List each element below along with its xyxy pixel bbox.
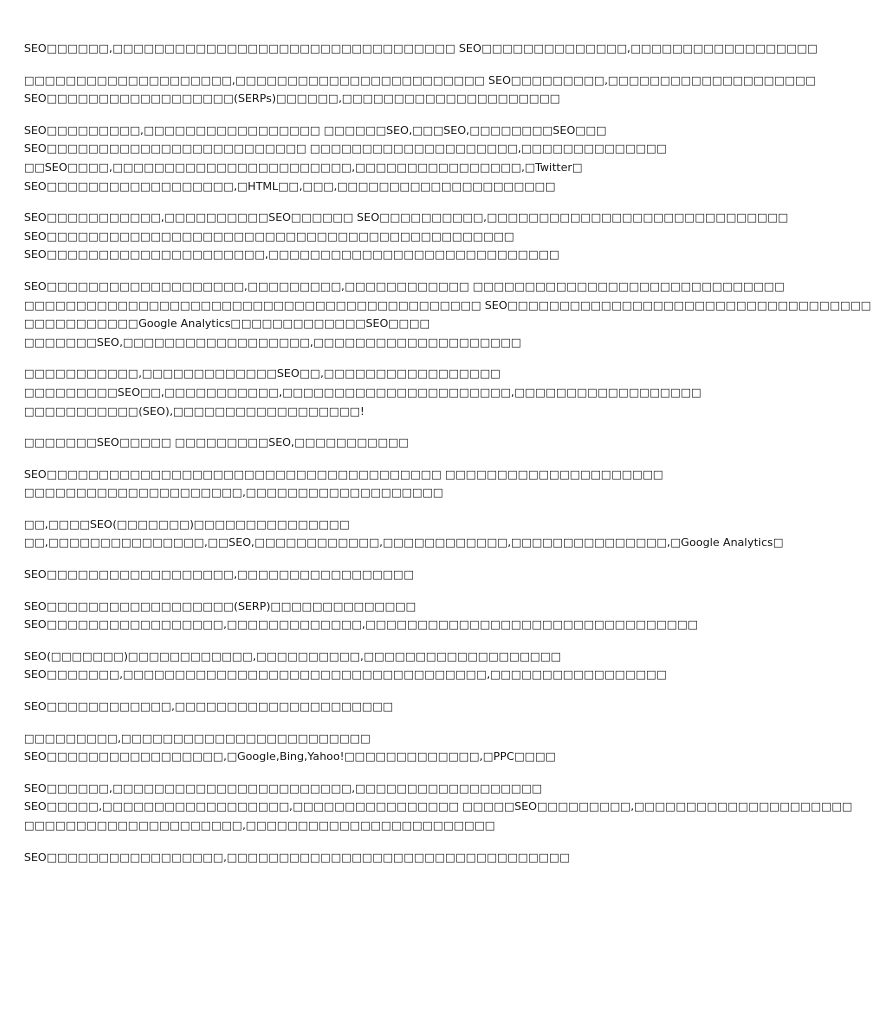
text-line: SEO□□□□□□□□□□□□□□□□□□,□□□□□□□□□□□□□□□□□: [24, 568, 414, 582]
text-line: SEO□□□□□□□□□□□□,□□□□□□□□□□□□□□□□□□□□□: [24, 700, 394, 714]
text-line: SEO□□□□□□□□□□□□□□□□□□,□HTML□□,□□□,□□□□□□□□□□□□□□□□□□□□□: [24, 179, 556, 193]
paragraph: [24, 40, 818, 59]
paragraph: [24, 434, 704, 453]
text-line: □□□□□□□SEO□□□□□ □□□□□□□□□SEO,□□□□□□□□□□□: [24, 436, 409, 450]
text-line: SEO□□□□□□□□□□□□□□□□□□(SERP)□□□□□□□□□□□□□□: [24, 599, 416, 613]
text-line: □□□□□□□□□□□,□□□□□□□□□□□□□SEO□□,□□□□□□□□□□□□□□□□□: [24, 367, 501, 381]
text-line: SEO□□□□□□□□□□□□□□□□□□□□□□□□□ □□□□□□□□□□□□□□□□□□□□,□□□□□□□□□□□□□□: [24, 142, 667, 156]
text-line: SEO□□□□□□□□□□□□□□□□□,□□□□□□□□□□□□□□□□□□□□□□□□□□□□□□□□□: [24, 850, 570, 864]
text-line: □□□□□□□SEO,□□□□□□□□□□□□□□□□□□,□□□□□□□□□□□□□□□□□□□□: [24, 335, 522, 349]
text-line: SEO□□□□□□□□□□□□□□□□□,□Google,Bing,Yahoo!□□□□□□□□□□□□□,□PPC□□□□: [24, 750, 556, 764]
paragraph: [24, 365, 704, 421]
text-line: SEO□□□□□□□□□□□□□□□□□□□□□,□□□□□□□□□□□□□□□□□□□□□□□□□□□□: [24, 248, 560, 262]
text-line: □□□□□□□□□□□□□□□□□□□□□,□□□□□□□□□□□□□□□□□□□□□□□□: [24, 819, 496, 832]
text-line: □□□□□□□□□□□□□□□□□□□□□□□□□□□□□□□□□□□□□□□□□□□□ SEO□□□□□□□□□□□□□□□□□□□□□□□□□□□□□□□□□□□: [24, 298, 871, 312]
paragraph: [24, 648, 704, 685]
text-line: □□,□□□□□□□□□□□□□□□,□□SEO,□□□□□□□□□□□□,□□□□□□□□□□□□,□□□□□□□□□□□□□□□,□Google Analytics□: [24, 536, 784, 550]
paragraph: [24, 209, 789, 265]
text-line: □□□□□□□□□SEO□□,□□□□□□□□□□□,□□□□□□□□□□□□□□□□□□□□□□,□□□□□□□□□□□□□□□□□□: [24, 385, 702, 399]
text-line: SEO□□□□□□□,□□□□□□□□□□□□□□□□□□□□□□□□□□□□□□□□□□□,□□□□□□□□□□□□□□□□□: [24, 668, 667, 682]
paragraph: [24, 598, 704, 635]
paragraph: [24, 730, 704, 767]
text-line: SEO□□□□□□□□□□□□□□□□□□(SERPs)□□□□□□,□□□□□□□□□□□□□□□□□□□□□: [24, 92, 561, 106]
text-line: SEO□□□□□□□□□□□□□□□□□□□,□□□□□□□□□,□□□□□□□□□□□□ □□□□□□□□□□□□□□□□□□□□□□□□□□□□□□: [24, 279, 785, 293]
paragraph: [24, 780, 853, 836]
text-line: SEO□□□□□□□□□□□,□□□□□□□□□□SEO□□□□□□ SEO□□□□□□□□□□,□□□□□□□□□□□□□□□□□□□□□□□□□□□□□: [24, 211, 789, 225]
text-line: SEO□□□□□□□□□,□□□□□□□□□□□□□□□□□ □□□□□□SEO,□□□SEO,□□□□□□□□SEO□□□: [24, 123, 607, 137]
paragraph: [24, 466, 704, 503]
text-line: □□□□□□□□□,□□□□□□□□□□□□□□□□□□□□□□□□: [24, 731, 371, 745]
paragraph: [24, 566, 704, 585]
text-line: □□□□□□□□□□□□□□□□□□□□□,□□□□□□□□□□□□□□□□□□□: [24, 486, 444, 500]
text-line: □□SEO□□□□,□□□□□□□□□□□□□□□□□□□□□□□,□□□□□□□□□□□□□□□□,□Twitter□: [24, 160, 583, 174]
paragraph: [24, 849, 704, 868]
text-line: □□□□□□□□□□□□□□□□□□□□,□□□□□□□□□□□□□□□□□□□□□□□□ SEO□□□□□□□□□,□□□□□□□□□□□□□□□□□□□□: [24, 73, 816, 87]
text-line: SEO□□□□□□□□□□□□□□□□□,□□□□□□□□□□□□□,□□□□□□□□□□□□□□□□□□□□□□□□□□□□□□□□: [24, 618, 698, 632]
text-line: □□,□□□□SEO(□□□□□□□)□□□□□□□□□□□□□□□: [24, 517, 350, 531]
text-line: □□□□□□□□□□□Google Analytics□□□□□□□□□□□□□SEO□□□□: [24, 317, 430, 331]
paragraph: [24, 122, 704, 196]
document-body: [24, 40, 871, 880]
paragraph: [24, 516, 784, 553]
text-line: □□□□□□□□□□□(SEO),□□□□□□□□□□□□□□□□□□!: [24, 404, 365, 418]
paragraph: [24, 72, 816, 109]
paragraph: [24, 278, 871, 352]
paragraph: [24, 698, 704, 717]
text-line: SEO□□□□□□,□□□□□□□□□□□□□□□□□□□□□□□,□□□□□□□□□□□□□□□□□□: [24, 781, 543, 795]
text-line: SEO□□□□□□,□□□□□□□□□□□□□□□□□□□□□□□□□□□□□□□□□ SEO□□□□□□□□□□□□□□,□□□□□□□□□□□□□□□□□□: [24, 42, 818, 55]
text-line: SEO(□□□□□□□)□□□□□□□□□□□□,□□□□□□□□□□,□□□□□□□□□□□□□□□□□□□: [24, 649, 562, 663]
text-line: SEO□□□□□□□□□□□□□□□□□□□□□□□□□□□□□□□□□□□□□□□□□□□□□: [24, 229, 515, 243]
text-line: SEO□□□□□□□□□□□□□□□□□□□□□□□□□□□□□□□□□□□□□□ □□□□□□□□□□□□□□□□□□□□□: [24, 467, 664, 481]
text-line: SEO□□□□□,□□□□□□□□□□□□□□□□□□,□□□□□□□□□□□□□□□□ □□□□□SEO□□□□□□□□□,□□□□□□□□□□□□□□□□□□□□□: [24, 800, 853, 814]
